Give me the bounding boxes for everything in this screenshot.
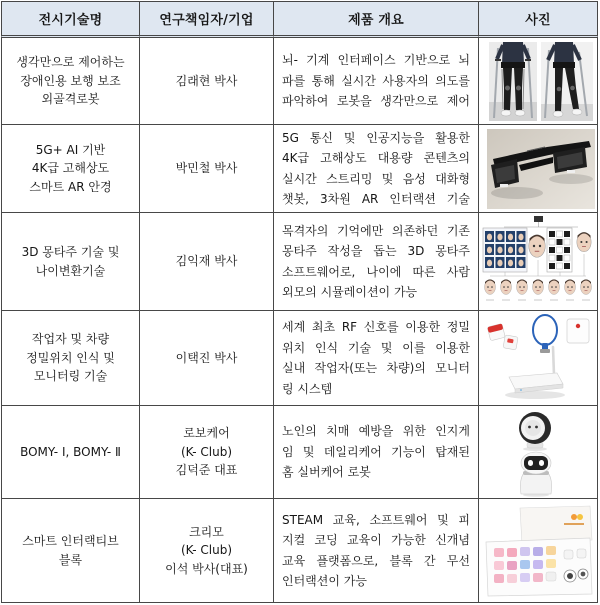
researcher-line: 로보케어 — [183, 426, 230, 441]
overview-line: STEAM 교육, 소프트웨어 및 피 — [282, 512, 470, 527]
overview-line: 실내 작업자(또는 차량)의 모니터 — [282, 361, 470, 375]
researcher-line: 김익재 박사 — [175, 254, 238, 269]
tech-name-cell — [1, 213, 140, 311]
overview-line: 목격자의 기억에만 의존하던 기존 — [282, 223, 470, 238]
researcher-line: 박민철 박사 — [175, 161, 238, 176]
overview-line: 외모의 시뮬레이션이 가능 — [282, 285, 418, 299]
tech-name-line: 스마트 AR 안경 — [29, 179, 112, 194]
overview-line: 홈 실버케어 로봇 — [282, 465, 371, 480]
overview-line: 위치 인식 기술 및 이를 이용한 — [282, 340, 470, 355]
ar-glasses-photo — [487, 129, 595, 209]
overview-cell — [274, 213, 479, 311]
researcher-line: 크리모 — [189, 524, 224, 539]
photo-cell — [479, 213, 598, 311]
researcher-line: 이택진 박사 — [175, 350, 238, 365]
tech-name-line: 스마트 인터랙티브 — [22, 534, 119, 548]
photo-cell — [479, 311, 598, 406]
photo-cell — [479, 499, 598, 603]
overview-line: 파를 통해 실시간 사용자의 의도를 — [282, 73, 470, 88]
exoskeleton-robot-photo — [489, 42, 593, 121]
overview-line: 소프트웨어로, 나이에 따른 사람 — [282, 264, 470, 279]
overview-cell — [274, 499, 479, 603]
researcher-cell — [140, 311, 274, 406]
overview-line: 세계 최초 RF 신호를 이용한 정밀 — [282, 320, 470, 334]
overview-line: 링 시스템 — [282, 381, 333, 396]
tech-name-line: 나이변환기술 — [35, 263, 106, 278]
overview-cell — [274, 38, 479, 125]
photo-cell — [479, 406, 598, 499]
tech-name-line: 장애인용 보행 보조 — [20, 73, 121, 88]
3d-montage-software-photo — [482, 216, 595, 308]
researcher-line: 김래현 박사 — [175, 73, 238, 88]
tech-name-line: 블록 — [58, 552, 83, 567]
header-overview: 제품 개요 — [274, 1, 479, 38]
researcher-cell — [140, 406, 274, 499]
overview-cell — [274, 125, 479, 213]
overview-line: 임 및 데일리케어 기능이 탑재된 — [282, 444, 470, 459]
overview-line: 챗봇, 3차원 AR 인터랙션 기술 — [282, 192, 470, 206]
researcher-cell — [140, 213, 274, 311]
tech-name-line: 4K급 고해상도 — [31, 161, 110, 176]
tech-name-line: 3D 몽타주 기술 및 — [21, 245, 120, 259]
photo-cell — [479, 38, 598, 125]
tech-name-line: 외골격로봇 — [41, 92, 100, 107]
researcher-line: 이석 박사(대표) — [165, 561, 248, 576]
silver-care-robots-photo — [507, 409, 569, 497]
overview-cell — [274, 406, 479, 499]
tech-name-line: 생각만으로 제어하는 — [16, 55, 125, 70]
tech-name-cell — [1, 125, 140, 213]
header-tech-name: 전시기술명 — [1, 1, 140, 38]
overview-line: 4K급 고해상도 대용량 콘텐츠의 — [282, 151, 470, 165]
researcher-line: (K- Club) — [180, 444, 233, 459]
header-researcher: 연구책임자/기업 — [140, 1, 274, 38]
tech-name-line: 작업자 및 차량 — [31, 332, 110, 347]
overview-line: 실시간 스트리밍 및 음성 대화형 — [282, 171, 470, 186]
tech-name-cell — [1, 499, 140, 603]
overview-line: 노인의 치매 예방을 위한 인지게 — [282, 424, 470, 439]
overview-line: 몽타주 작성을 돕는 3D 몽타주 — [282, 244, 470, 258]
rf-positioning-devices-photo — [485, 313, 593, 403]
tech-name-cell — [1, 311, 140, 406]
overview-line: 뇌- 기계 인터페이스 기반으로 뇌 — [282, 53, 470, 68]
photo-cell — [479, 125, 598, 213]
researcher-cell — [140, 499, 274, 603]
researcher-line: (K- Club) — [180, 543, 233, 558]
overview-line: 파악하여 로봇을 생각만으로 제어 — [282, 94, 470, 109]
tech-name-cell — [1, 38, 140, 125]
researcher-cell — [140, 38, 274, 125]
header-photo: 사진 — [479, 1, 598, 38]
researcher-line: 김덕준 대표 — [175, 463, 238, 478]
overview-line: 인터랙션이 가능 — [282, 574, 367, 588]
overview-cell — [274, 311, 479, 406]
interactive-blocks-kit-photo — [484, 504, 594, 598]
tech-name-line: 5G+ AI 기반 — [35, 142, 106, 157]
tech-name-line: 모니터링 기술 — [33, 369, 108, 384]
tech-name-line: 정밀위치 인식 및 — [26, 350, 115, 365]
researcher-cell — [140, 125, 274, 213]
exhibition-table — [1, 1, 598, 603]
overview-line: 5G 통신 및 인공지능을 활용한 — [282, 130, 470, 145]
overview-line: 지컬 코딩 교육이 가능한 신개념 — [282, 533, 470, 547]
overview-line: 교육 플랫폼으로, 블록 간 무선 — [282, 553, 470, 568]
tech-name-line: BOMY- Ⅰ, BOMY- Ⅱ — [20, 444, 121, 459]
tech-name-cell — [1, 406, 140, 499]
